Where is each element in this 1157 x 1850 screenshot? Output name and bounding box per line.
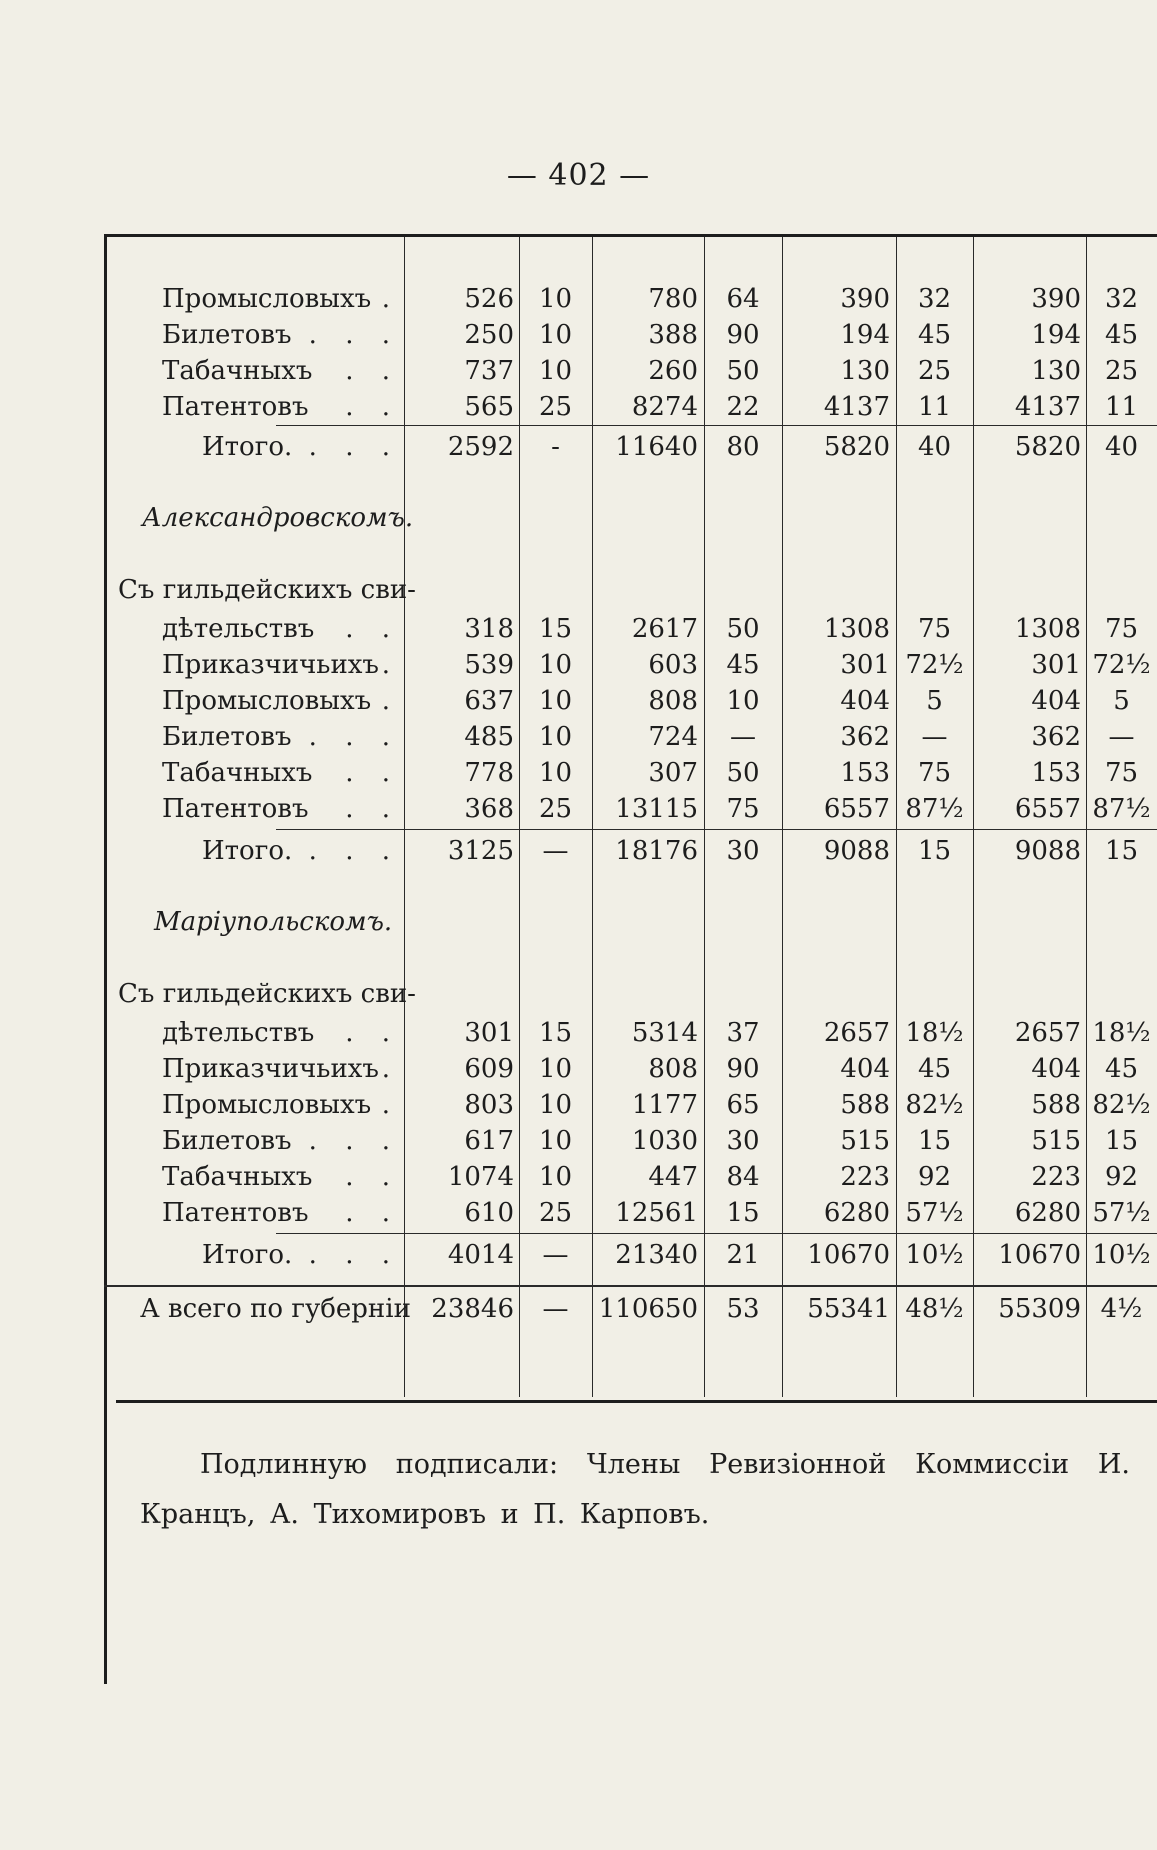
row-label: [162, 1015, 400, 1051]
value-cell: 1030: [631, 1126, 698, 1156]
value-cell: 11640: [615, 432, 698, 462]
leader-dots: .: [381, 686, 400, 716]
value-cell: 23846: [431, 1294, 514, 1324]
value-cell: 50: [726, 758, 760, 788]
subtotal-rule: [276, 829, 1157, 830]
value-cell: 90: [726, 1054, 760, 1084]
value-cell: —: [921, 722, 948, 752]
value-cell: 87½: [1092, 794, 1151, 824]
value-cell: 84: [726, 1162, 760, 1192]
value-cell: 2617: [631, 614, 698, 644]
value-cell: 250: [464, 320, 514, 350]
value-cell: 10: [538, 650, 573, 680]
value-cell: 10: [538, 320, 573, 350]
value-cell: 45: [917, 320, 952, 350]
row-label-text: Приказчичьихъ: [162, 650, 379, 680]
value-cell: 223: [840, 1162, 890, 1192]
ledger-table: [104, 234, 1157, 1407]
value-cell: 610: [464, 1198, 514, 1228]
value-cell: 565: [464, 392, 514, 422]
value-cell: 9088: [1014, 836, 1081, 866]
row-label-text: Промысловыхъ: [162, 284, 372, 314]
row-label-text: Промысловыхъ: [162, 1090, 372, 1120]
value-cell: 404: [1031, 686, 1081, 716]
value-cell: 25: [1104, 356, 1139, 386]
value-cell: 72½: [1092, 650, 1151, 680]
value-cell: 588: [1031, 1090, 1081, 1120]
table-bottom-rule: [116, 1400, 1157, 1403]
leader-dots: . .: [345, 1198, 400, 1228]
row-label: [162, 353, 400, 389]
value-cell: 130: [1031, 356, 1081, 386]
value-cell: 803: [464, 1090, 514, 1120]
row-label-text: Итого.: [202, 432, 293, 462]
value-cell: 72½: [905, 650, 964, 680]
value-cell: 25: [538, 392, 573, 422]
value-cell: 40: [917, 432, 952, 462]
table-row: [104, 281, 1157, 317]
value-cell: 75: [1104, 758, 1139, 788]
value-cell: 30: [726, 836, 760, 866]
table-row: [104, 791, 1157, 827]
value-cell: 25: [917, 356, 952, 386]
row-label-text: Промысловыхъ: [162, 686, 372, 716]
value-cell: 6280: [1014, 1198, 1081, 1228]
value-cell: 1074: [447, 1162, 514, 1192]
value-cell: 260: [648, 356, 698, 386]
value-cell: 75: [917, 758, 952, 788]
value-cell: 45: [1104, 1054, 1139, 1084]
value-cell: 404: [1031, 1054, 1081, 1084]
value-cell: 10670: [998, 1240, 1081, 1270]
value-cell: 21340: [615, 1240, 698, 1270]
value-cell: 90: [726, 320, 760, 350]
row-label-text: дѣтельствъ: [162, 614, 315, 644]
value-cell: 82½: [905, 1090, 964, 1120]
table-row: [104, 1195, 1157, 1231]
table-row: [104, 429, 1157, 465]
table-row: [104, 611, 1157, 647]
value-cell: 10: [538, 1126, 573, 1156]
row-label-text: Патентовъ: [162, 1198, 309, 1228]
value-cell: 4014: [447, 1240, 514, 1270]
row-label: [162, 791, 400, 827]
value-cell: 301: [1031, 650, 1081, 680]
value-cell: 75: [917, 614, 952, 644]
value-cell: 223: [1031, 1162, 1081, 1192]
value-cell: 45: [726, 650, 760, 680]
table-row: [104, 1237, 1157, 1273]
value-cell: 194: [1031, 320, 1081, 350]
value-cell: 65: [726, 1090, 760, 1120]
value-cell: 609: [464, 1054, 514, 1084]
value-cell: 10½: [1092, 1240, 1151, 1270]
row-label: [140, 1291, 411, 1327]
row-label: [162, 281, 400, 317]
value-cell: 6280: [823, 1198, 890, 1228]
value-cell: —: [542, 1294, 569, 1324]
value-cell: —: [542, 836, 569, 866]
value-cell: 637: [464, 686, 514, 716]
value-cell: 10: [538, 284, 573, 314]
grand-total-rule: [104, 1285, 1157, 1287]
signature-note: Подлинную подписали: Члены Ревизіонной Коммиссіи И. Кранцъ, А. Тихомировъ и П. Карповъ.: [140, 1449, 1130, 1530]
value-cell: 32: [917, 284, 952, 314]
value-cell: 5: [1113, 686, 1130, 716]
value-cell: 8274: [631, 392, 698, 422]
leader-dots: . . .: [308, 1126, 400, 1156]
table-row: [104, 719, 1157, 755]
value-cell: 368: [464, 794, 514, 824]
value-cell: 318: [464, 614, 514, 644]
value-cell: 10: [726, 686, 760, 716]
row-label: [162, 647, 400, 683]
value-cell: 6557: [823, 794, 890, 824]
value-cell: 1308: [823, 614, 890, 644]
value-cell: 362: [1031, 722, 1081, 752]
leader-dots: . .: [345, 1162, 400, 1192]
leader-dots: .: [381, 1090, 400, 1120]
row-label: [162, 719, 400, 755]
value-cell: 194: [840, 320, 890, 350]
value-cell: 603: [648, 650, 698, 680]
value-cell: 485: [464, 722, 514, 752]
value-cell: 539: [464, 650, 514, 680]
value-cell: 45: [917, 1054, 952, 1084]
value-cell: 808: [648, 686, 698, 716]
value-cell: 4137: [823, 392, 890, 422]
value-cell: 737: [464, 356, 514, 386]
value-cell: 404: [840, 1054, 890, 1084]
value-cell: 301: [840, 650, 890, 680]
value-cell: 362: [840, 722, 890, 752]
value-cell: 45: [1104, 320, 1139, 350]
value-cell: 30: [726, 1126, 760, 1156]
value-cell: 5820: [1014, 432, 1081, 462]
value-cell: 2657: [823, 1018, 890, 1048]
value-cell: 48½: [905, 1294, 964, 1324]
value-cell: 3125: [447, 836, 514, 866]
value-cell: 778: [464, 758, 514, 788]
value-cell: 32: [1104, 284, 1139, 314]
value-cell: 307: [648, 758, 698, 788]
row-label-first-line: Съ гильдейскихъ сви-: [118, 979, 416, 1009]
value-cell: 1308: [1014, 614, 1081, 644]
row-label: [162, 1159, 400, 1195]
value-cell: 4137: [1014, 392, 1081, 422]
value-cell: 64: [726, 284, 760, 314]
value-cell: 80: [726, 432, 760, 462]
value-cell: 808: [648, 1054, 698, 1084]
page-number: — 402 —: [506, 158, 651, 193]
value-cell: 10: [538, 1090, 573, 1120]
row-label-text: Патентовъ: [162, 392, 309, 422]
value-cell: 57½: [905, 1198, 964, 1228]
value-cell: 724: [648, 722, 698, 752]
value-cell: 75: [726, 794, 760, 824]
row-label-text: Табачныхъ: [162, 758, 313, 788]
value-cell: 15: [1104, 1126, 1139, 1156]
value-cell: 6557: [1014, 794, 1081, 824]
row-label: [202, 833, 400, 869]
value-cell: —: [1108, 722, 1135, 752]
row-label: [162, 1051, 400, 1087]
leader-dots: . .: [345, 392, 400, 422]
value-cell: 588: [840, 1090, 890, 1120]
value-cell: 5314: [631, 1018, 698, 1048]
value-cell: 10: [538, 1054, 573, 1084]
value-cell: 388: [648, 320, 698, 350]
row-label: [202, 429, 400, 465]
value-cell: 153: [840, 758, 890, 788]
value-cell: 50: [726, 614, 760, 644]
value-cell: 15: [726, 1198, 760, 1228]
value-cell: 12561: [615, 1198, 698, 1228]
value-cell: 75: [1104, 614, 1139, 644]
table-row: [104, 1291, 1157, 1327]
value-cell: 15: [917, 836, 952, 866]
row-label-text: дѣтельствъ: [162, 1018, 315, 1048]
table-row: [104, 647, 1157, 683]
value-cell: 2592: [447, 432, 514, 462]
value-cell: 9088: [823, 836, 890, 866]
table-row: [104, 1123, 1157, 1159]
value-cell: 153: [1031, 758, 1081, 788]
value-cell: 92: [917, 1162, 952, 1192]
row-label: [162, 317, 400, 353]
row-label: [162, 1195, 400, 1231]
value-cell: 10: [538, 356, 573, 386]
row-label-text: Итого.: [202, 1240, 293, 1270]
table-row: [104, 1087, 1157, 1123]
value-cell: —: [730, 722, 756, 752]
value-cell: 40: [1104, 432, 1139, 462]
table-row: [104, 353, 1157, 389]
value-cell: 617: [464, 1126, 514, 1156]
leader-dots: .: [381, 1054, 400, 1084]
value-cell: 1177: [631, 1090, 698, 1120]
row-label-text: Патентовъ: [162, 794, 309, 824]
value-cell: 15: [538, 614, 573, 644]
value-cell: 4½: [1100, 1294, 1143, 1324]
row-label-text: Билетовъ: [162, 320, 292, 350]
row-label-text: Приказчичьихъ: [162, 1054, 379, 1084]
leader-dots: . . .: [308, 432, 400, 462]
value-cell: 526: [464, 284, 514, 314]
row-label-text: Билетовъ: [162, 722, 292, 752]
row-label-first-line: Съ гильдейскихъ сви-: [118, 575, 416, 605]
value-cell: 515: [840, 1126, 890, 1156]
value-cell: 301: [464, 1018, 514, 1048]
row-label-text: Табачныхъ: [162, 356, 313, 386]
row-label-text: А всего по губерніи: [140, 1294, 411, 1324]
value-cell: 10670: [807, 1240, 890, 1270]
value-cell: 390: [1031, 284, 1081, 314]
value-cell: 10½: [905, 1240, 964, 1270]
value-cell: 50: [726, 356, 760, 386]
value-cell: —: [542, 1240, 569, 1270]
row-label: [202, 1237, 400, 1273]
value-cell: 13115: [615, 794, 698, 824]
value-cell: 18176: [615, 836, 698, 866]
leader-dots: . .: [345, 758, 400, 788]
table-row: [104, 389, 1157, 425]
value-cell: 92: [1104, 1162, 1139, 1192]
table-row: [104, 1051, 1157, 1087]
value-cell: 37: [726, 1018, 760, 1048]
value-cell: 18½: [1092, 1018, 1151, 1048]
value-cell: 22: [726, 392, 760, 422]
table-row: [104, 833, 1157, 869]
leader-dots: .: [381, 284, 400, 314]
row-label: [162, 683, 400, 719]
value-cell: 447: [648, 1162, 698, 1192]
value-cell: 110650: [598, 1294, 698, 1324]
leader-dots: . . .: [308, 1240, 400, 1270]
leader-dots: . .: [345, 1018, 400, 1048]
value-cell: 55341: [807, 1294, 890, 1324]
row-label-text: Итого.: [202, 836, 293, 866]
value-cell: 82½: [1092, 1090, 1151, 1120]
row-label: [162, 1123, 400, 1159]
leader-dots: . .: [345, 794, 400, 824]
section-heading-alexandrovsk: Александровскомъ.: [142, 503, 414, 533]
table-row: [104, 1015, 1157, 1051]
section-heading-mariupol: Маріупольскомъ.: [154, 907, 393, 937]
table-row: [104, 755, 1157, 791]
subtotal-rule: [276, 1233, 1157, 1234]
row-label: [162, 389, 400, 425]
leader-dots: . .: [345, 356, 400, 386]
value-cell: 55309: [998, 1294, 1081, 1324]
leader-dots: . . .: [308, 836, 400, 866]
value-cell: 25: [538, 1198, 573, 1228]
value-cell: 10: [538, 686, 573, 716]
value-cell: 11: [917, 392, 952, 422]
table-row: [104, 317, 1157, 353]
row-label: [162, 1087, 400, 1123]
value-cell: 18½: [905, 1018, 964, 1048]
value-cell: 5: [926, 686, 943, 716]
value-cell: 15: [538, 1018, 573, 1048]
value-cell: 87½: [905, 794, 964, 824]
row-label-text: Табачныхъ: [162, 1162, 313, 1192]
value-cell: 10: [538, 722, 573, 752]
row-label: [162, 755, 400, 791]
subtotal-rule: [276, 425, 1157, 426]
value-cell: 390: [840, 284, 890, 314]
leader-dots: .: [381, 650, 400, 680]
value-cell: 404: [840, 686, 890, 716]
value-cell: 15: [1104, 836, 1139, 866]
table-row: [104, 1159, 1157, 1195]
leader-dots: . .: [345, 614, 400, 644]
value-cell: 25: [538, 794, 573, 824]
value-cell: 130: [840, 356, 890, 386]
value-cell: 10: [538, 758, 573, 788]
leader-dots: . . .: [308, 722, 400, 752]
row-label: [162, 611, 400, 647]
table-row: [104, 683, 1157, 719]
value-cell: 11: [1104, 392, 1139, 422]
value-cell: 57½: [1092, 1198, 1151, 1228]
value-cell: 15: [917, 1126, 952, 1156]
row-label-text: Билетовъ: [162, 1126, 292, 1156]
value-cell: 10: [538, 1162, 573, 1192]
value-cell: 515: [1031, 1126, 1081, 1156]
value-cell: 780: [648, 284, 698, 314]
value-cell: 53: [726, 1294, 760, 1324]
leader-dots: . . .: [308, 320, 400, 350]
value-cell: 21: [726, 1240, 760, 1270]
value-cell: 2657: [1014, 1018, 1081, 1048]
value-cell: -: [551, 432, 560, 462]
value-cell: 5820: [823, 432, 890, 462]
